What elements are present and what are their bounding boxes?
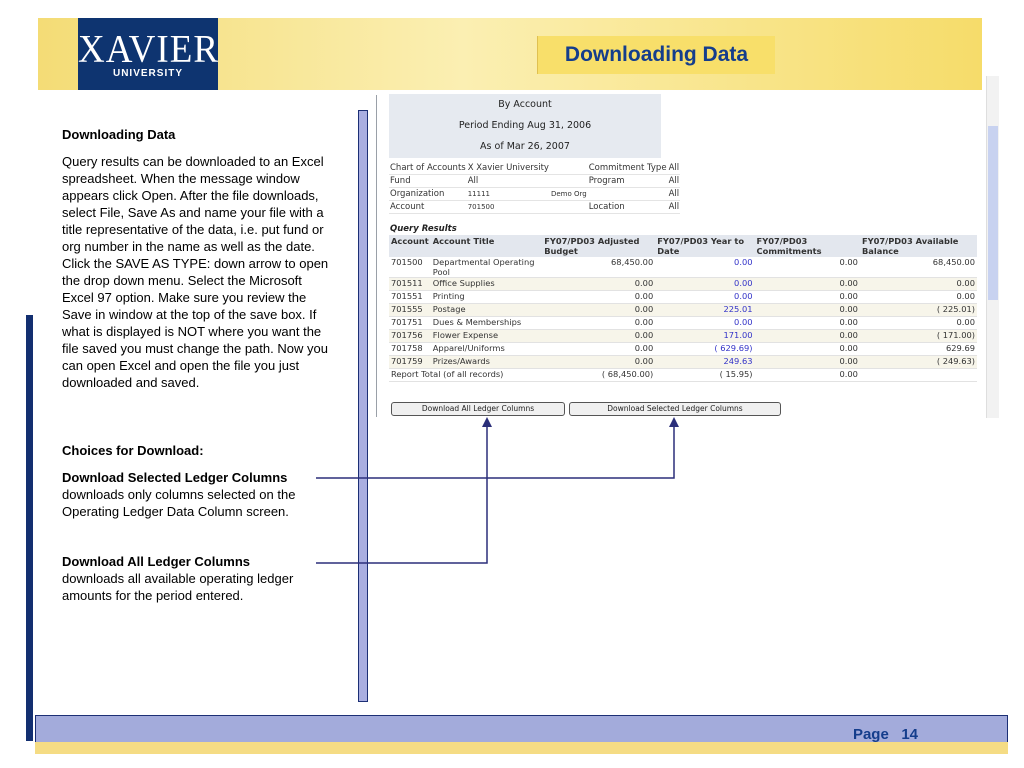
budget-cell: 0.00 (542, 317, 655, 330)
budget-cell: 0.00 (542, 343, 655, 356)
column-header: Account Title (431, 235, 542, 257)
report-header-line: By Account (498, 99, 552, 110)
account-cell: 701751 (389, 317, 431, 330)
commitments-cell: 0.00 (755, 330, 860, 343)
ytd-cell[interactable]: 0.00 (655, 317, 754, 330)
logo-sub: UNIVERSITY (112, 68, 183, 79)
account-title-cell: Dues & Memberships (431, 317, 542, 330)
budget-cell: 0.00 (542, 356, 655, 369)
param-label-2: Commitment Type (588, 163, 667, 173)
account-title-cell: Apparel/Uniforms (431, 343, 542, 356)
balance-cell: ( 249.63) (860, 356, 977, 369)
instructions-heading: Downloading Data (62, 127, 176, 142)
option-selected-title: Download Selected Ledger Columns (62, 470, 288, 485)
page-number (853, 726, 918, 743)
param-value: All (467, 175, 550, 188)
option-selected-desc: downloads only columns selected on the Operating Ledger Data Column screen. (62, 487, 296, 519)
column-header: FY07/PD03 Commitments (755, 235, 860, 257)
ytd-cell[interactable]: 0.00 (655, 291, 754, 304)
param-extra: Demo Org (550, 188, 588, 201)
report-header-line: Period Ending Aug 31, 2006 (458, 120, 592, 131)
commitments-cell: 0.00 (755, 257, 860, 278)
callout-line-selected (316, 424, 674, 478)
param-label-2: Program (588, 175, 668, 188)
arrowhead-selected (669, 417, 679, 427)
slide-title: Downloading Data (564, 43, 749, 66)
param-label: Account (389, 201, 467, 214)
commitments-cell: 0.00 (755, 343, 860, 356)
account-cell: 701511 (389, 278, 431, 291)
account-title-cell: Postage (431, 304, 542, 317)
param-label-2: Location (588, 201, 668, 214)
commitments-cell: 0.00 (755, 304, 860, 317)
param-label: Fund (389, 175, 467, 188)
column-header: FY07/PD03 Available Balance (860, 235, 977, 257)
account-title-cell: Printing (431, 291, 542, 304)
budget-cell: 68,450.00 (542, 257, 655, 278)
param-value: 701500 (467, 201, 550, 214)
balance-cell: 0.00 (860, 317, 977, 330)
account-cell: 701758 (389, 343, 431, 356)
param-value-2: All (668, 163, 680, 173)
budget-cell: 0.00 (542, 278, 655, 291)
page-label: Page (852, 726, 889, 743)
account-title-cell: Prizes/Awards (431, 356, 542, 369)
download-all-ledger-columns-button[interactable]: Download All Ledger Columns (391, 402, 565, 416)
instructions-body: Query results can be downloaded to an Excel spreadsheet. When the message window appears click Open. After the file downloads, select File, Save As and name your file with a title representative of the data, i.e. put fund or org number in the name as well as the date. Click the SAVE AS TYPE: down arrow to open the drop down menu. Select the Microsoft Excel 97 option. Make sure you review the Save in window at the top of the save box. If what is displayed is NOT where you want the file saved you must change the path. Now you can open Excel and open the file you just downloaded and saved. (62, 154, 329, 390)
column-header: FY07/PD03 Adjusted Budget (542, 235, 655, 257)
commitments-cell: 0.00 (755, 317, 860, 330)
commitments-cell: 0.00 (755, 356, 860, 369)
param-label: Chart of Accounts (390, 163, 466, 173)
ytd-cell[interactable]: ( 629.69) (655, 343, 754, 356)
total-budget: ( 68,450.00) (542, 369, 655, 382)
logo-name: XAVIER (78, 27, 219, 71)
total-commitments: 0.00 (755, 369, 860, 382)
ytd-cell[interactable]: 0.00 (655, 257, 754, 278)
ytd-cell[interactable]: 171.00 (655, 330, 754, 343)
option-all-desc: downloads all available operating ledger amounts for the period entered. (62, 571, 294, 603)
footer-gold-strip (35, 742, 1008, 754)
param-value-2: All (668, 202, 680, 212)
budget-cell: 0.00 (542, 304, 655, 317)
balance-cell: 629.69 (860, 343, 977, 356)
balance-cell: 0.00 (860, 291, 977, 304)
column-header: Account (389, 235, 431, 257)
column-header: FY07/PD03 Year to Date (655, 235, 754, 257)
commitments-cell: 0.00 (755, 291, 860, 304)
budget-cell: 0.00 (542, 291, 655, 304)
report-header-line: As of Mar 26, 2007 (480, 141, 570, 152)
param-label: Organization (389, 188, 467, 201)
commitments-cell: 0.00 (755, 278, 860, 291)
budget-cell: 0.00 (542, 330, 655, 343)
account-title-cell: Departmental Operating Pool (431, 257, 542, 278)
balance-cell: 68,450.00 (860, 257, 977, 278)
param-value-2: All (668, 176, 680, 186)
param-value-2: All (668, 189, 680, 199)
account-cell: 701500 (389, 257, 431, 278)
query-results-label: Query Results (390, 224, 457, 234)
option-all-title: Download All Ledger Columns (62, 554, 251, 569)
account-cell: 701551 (389, 291, 431, 304)
account-title-cell: Flower Expense (431, 330, 542, 343)
choices-heading: Choices for Download: (62, 443, 204, 458)
ytd-cell[interactable]: 0.00 (655, 278, 754, 291)
balance-cell: ( 171.00) (860, 330, 977, 343)
page-number-value: 14 (901, 726, 918, 743)
param-value: 11111 (467, 188, 550, 201)
balance-cell: 0.00 (860, 278, 977, 291)
total-ytd: ( 15.95) (655, 369, 754, 382)
account-cell: 701759 (389, 356, 431, 369)
download-selected-ledger-columns-button[interactable]: Download Selected Ledger Columns (569, 402, 781, 416)
ytd-cell[interactable]: 225.01 (655, 304, 754, 317)
arrowhead-all (482, 417, 492, 427)
balance-cell: ( 225.01) (860, 304, 977, 317)
report-total-label: Report Total (of all records) (389, 369, 542, 382)
account-title-cell: Office Supplies (431, 278, 542, 291)
callout-line-all (316, 424, 487, 563)
ytd-cell[interactable]: 249.63 (655, 356, 754, 369)
param-value: X Xavier University (467, 163, 549, 173)
account-cell: 701555 (389, 304, 431, 317)
account-cell: 701756 (389, 330, 431, 343)
